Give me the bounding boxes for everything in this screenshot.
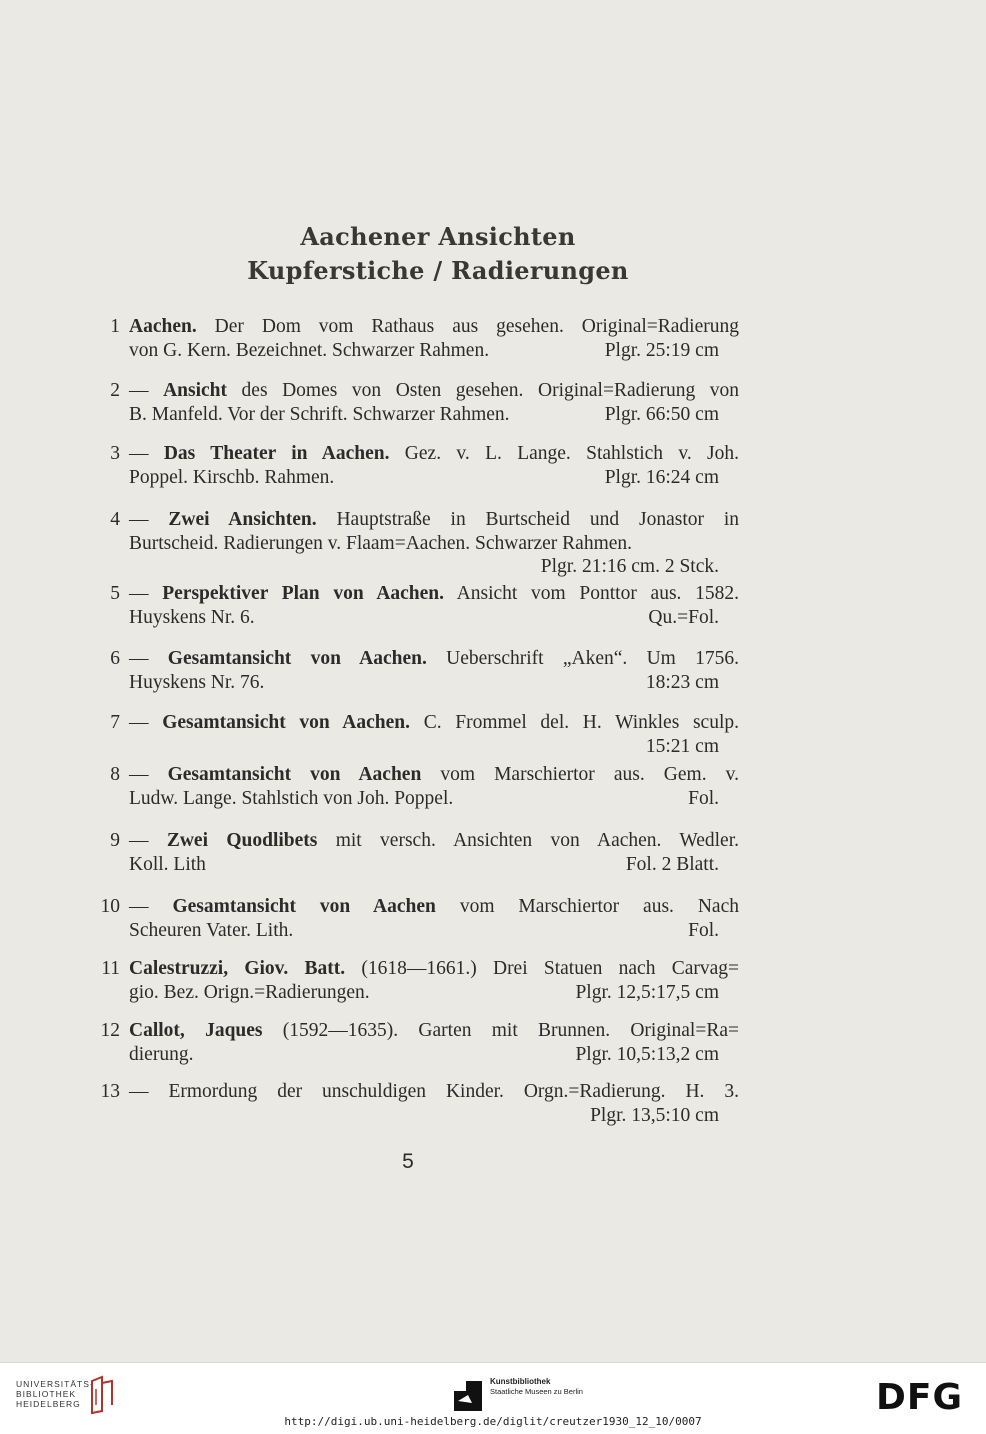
permalink-url[interactable]: http://digi.ub.uni-heidelberg.de/diglit/creutzer1930_12_10/0007 [284, 1415, 702, 1428]
entry-line: Ludw. Lange. Stahlstich von Joh. Poppel. [129, 788, 454, 809]
entry-line: Huyskens Nr. 76. [129, 672, 265, 693]
entry-line [129, 442, 739, 466]
entry-title: Gesamtansicht von Aachen. [167, 648, 427, 669]
entry-line [129, 1019, 739, 1043]
entry-number: 12 [100, 1020, 120, 1041]
entry-text: Der Dom vom Rathaus aus gesehen. Original=Radierung [196, 316, 739, 337]
entry-number: 10 [100, 896, 120, 917]
entry-line [129, 763, 739, 787]
entry-title: Gesamtansicht von Aachen. [162, 712, 411, 733]
entry-line [129, 895, 739, 919]
entry-title: Calestruzzi, Giov. Batt. [129, 958, 346, 979]
entry-text: C. Frommel del. H. Winkles sculp. [410, 712, 739, 733]
entry-text: Ansicht vom Ponttor aus. 1582. [444, 583, 740, 604]
entry-line: Scheuren Vater. Lith. [129, 920, 294, 941]
entry-line [129, 379, 739, 403]
entry-measure: Fol. [688, 788, 719, 809]
entry-text: vom Marschiertor aus. Gem. v. [421, 764, 739, 785]
ub-heidelberg-logo-icon[interactable] [88, 1375, 118, 1415]
entry-measure: Plgr. 10,5:13,2 cm [575, 1044, 719, 1065]
entry-measure: Plgr. 16:24 cm [604, 467, 719, 488]
entry-text: Gez. v. L. Lange. Stahlstich v. Joh. [389, 443, 740, 464]
entry-title: Callot, Jaques [129, 1020, 263, 1041]
entry-dash: — [129, 443, 164, 464]
page-title: Aachener Ansichten [300, 222, 576, 251]
entry-line [129, 508, 739, 532]
entry-dash: — [129, 509, 169, 530]
kb-name: Kunstbibliothek [490, 1377, 551, 1386]
entry-line: B. Manfeld. Vor der Schrift. Schwarzer Rahmen. [129, 404, 510, 425]
page-number: 5 [402, 1150, 414, 1173]
entry-measure: 15:21 cm [645, 736, 719, 757]
entry-number: 7 [110, 712, 120, 733]
entry-measure: Plgr. 13,5:10 cm [590, 1105, 719, 1126]
entry-line [129, 315, 739, 339]
entry-number: 8 [110, 764, 120, 785]
entry-dash: — [129, 648, 168, 669]
entry-dash: — [129, 764, 168, 785]
entry-text: des Domes von Osten gesehen. Original=Radierung von [227, 380, 740, 401]
entry-text: Ermordung der unschuldigen Kinder. Orgn.=Radierung. H. 3. [168, 1081, 739, 1102]
entry-title: Aachen. [129, 316, 197, 337]
entry-measure: Plgr. 21:16 cm. 2 Stck. [540, 556, 719, 577]
dfg-logo[interactable]: DFG [876, 1377, 964, 1418]
entry-text: Ueberschrift „Aken“. Um 1756. [426, 648, 739, 669]
entry-number: 2 [110, 380, 120, 401]
entry-measure: Plgr. 25:19 cm [604, 340, 719, 361]
footer-bar [0, 1362, 986, 1434]
entry-dash: — [129, 1081, 169, 1102]
ub-line: UNIVERSITÄTS- [16, 1379, 94, 1389]
kunstbibliothek-text[interactable] [490, 1377, 583, 1397]
entry-text: vom Marschiertor aus. Nach [435, 896, 739, 917]
entry-measure: 18:23 cm [645, 672, 719, 693]
entry-line: von G. Kern. Bezeichnet. Schwarzer Rahmen. [129, 340, 490, 361]
entry-measure: Fol. 2 Blatt. [625, 854, 719, 875]
entry-dash: — [129, 583, 163, 604]
entry-line: Koll. Lith [129, 854, 206, 875]
entry-measure: Plgr. 12,5:17,5 cm [575, 982, 719, 1003]
entry-line: Huyskens Nr. 6. [129, 607, 255, 628]
entry-number: 13 [100, 1081, 120, 1102]
entry-title: Das Theater in Aachen. [163, 443, 390, 464]
entry-line [129, 829, 739, 853]
entry-dash: — [129, 380, 164, 401]
entry-number: 4 [110, 509, 120, 530]
entry-number: 11 [101, 958, 120, 979]
entry-number: 5 [110, 583, 120, 604]
ub-line: HEIDELBERG [16, 1399, 81, 1409]
kunstbibliothek-logo-icon[interactable] [452, 1379, 484, 1413]
entry-title: Zwei Quodlibets [166, 830, 318, 851]
entry-line [129, 711, 739, 735]
entry-line [129, 1080, 739, 1104]
page-subtitle: Kupferstiche / Radierungen [247, 256, 629, 285]
entry-title: Gesamtansicht von Aachen [172, 896, 436, 917]
entry-text: (1618—1661.) Drei Statuen nach Carvag= [345, 958, 740, 979]
entry-dash: — [129, 830, 167, 851]
entry-dash: — [129, 896, 173, 917]
entry-line [129, 957, 739, 981]
entry-measure: Fol. [688, 920, 719, 941]
entry-line: dierung. [129, 1044, 194, 1065]
entry-line: Poppel. Kirschb. Rahmen. [129, 467, 335, 488]
entry-dash: — [129, 712, 163, 733]
entry-number: 6 [110, 648, 120, 669]
entry-text: mit versch. Ansichten von Aachen. Wedler. [317, 830, 740, 851]
entry-number: 3 [110, 443, 120, 464]
entry-number: 9 [110, 830, 120, 851]
entry-measure: Plgr. 66:50 cm [604, 404, 719, 425]
entry-text: Hauptstraße in Burtscheid und Jonastor in [316, 509, 740, 530]
ub-heidelberg-text[interactable] [16, 1379, 94, 1409]
kb-subtitle: Staatliche Museen zu Berlin [490, 1387, 583, 1396]
entry-line: Burtscheid. Radierungen v. Flaam=Aachen. Schwarzer Rahmen. [129, 533, 633, 554]
entry-measure: Qu.=Fol. [648, 607, 719, 628]
entry-text: (1592—1635). Garten mit Brunnen. Original=Ra= [262, 1020, 739, 1041]
entry-line [129, 647, 739, 671]
entry-line: gio. Bez. Orign.=Radierungen. [129, 982, 370, 1003]
entry-number: 1 [110, 316, 120, 337]
entry-title: Ansicht [163, 380, 227, 401]
ub-line: BIBLIOTHEK [16, 1389, 77, 1399]
entry-title: Zwei Ansichten. [168, 509, 317, 530]
entry-title: Perspektiver Plan von Aachen. [162, 583, 445, 604]
entry-line [129, 582, 739, 606]
entry-title: Gesamtansicht von Aachen [167, 764, 422, 785]
